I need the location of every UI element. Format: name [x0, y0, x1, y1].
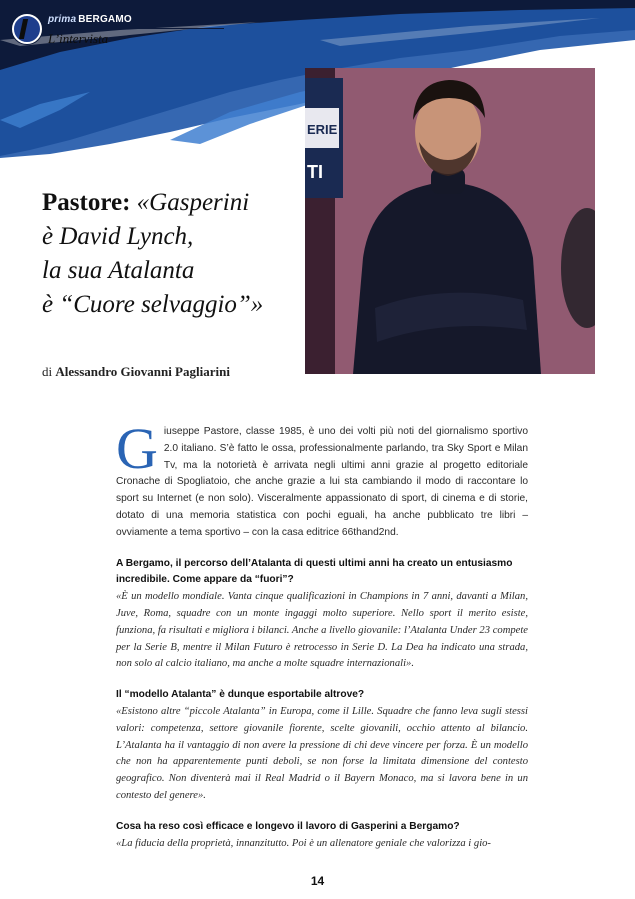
headline-quote-line-4: è “Cuore selvaggio”»: [42, 291, 264, 318]
masthead: [12, 12, 212, 52]
brand-name: [48, 14, 132, 25]
intro-text: iuseppe Pastore, classe 1985, è uno dei volti più noti del giornalismo sportivo 2.0 italiano. S’è fatto le ossa, professionalmente parlando, tra Sky Sport e Milan Tv, ma la notorietà è arrivata negli ultimi anni grazie al progetto editoriale Cronache di Spogliatoio, che anche grazie a lui sta cambiando il modo di raccontare lo sport su Internet (e non solo). Visceralmente appassionato di sport, di cinema e di storie, dotato di una memoria statistica con pochi eguali, ha anche pubblicato tre libri – ovviamente a tema sportivo – con la casa editrice 66thand2nd.: [116, 426, 528, 538]
question-3: Cosa ha reso così efficace e longevo il lavoro di Gasperini a Bergamo?: [116, 820, 460, 832]
photo-backdrop-text-2: TI: [307, 162, 323, 182]
answer-1: «È un modello mondiale. Vanta cinque qualificazioni in Champions in 7 anni, davanti a Milan, Juve, Roma, squadre con un monte ingaggi molto superiore. Nello sport il merito esiste, funziona, fa risultati e migliora i bilanci. Anche a livello giovanile: l’Atalanta Under 23 compete per la Serie B, mentre il Milan Futuro è retrocesso in Serie D. La Dea ha indicato una strada, non solo al calcio italiano, ma anche a molte squadre internazionali».: [116, 591, 528, 670]
headline: [42, 186, 312, 322]
byline-prefix: di: [42, 364, 53, 379]
photo-backdrop-text-1: ERIE: [307, 122, 338, 137]
intro-paragraph: [116, 416, 528, 542]
answer-2: «Esistono altre “piccole Atalanta” in Europa, come il Lille. Squadre che fanno leva sugli stessi valori: competenza, settore giovanile fiorente, scelte giovanili, occhio attento al bilancio. L’Atalanta ha il vantaggio di non avere la pressione di chi deve vincere per forza. È un modello che non ha apparentemente punti deboli, se non forse la limitata dimensione del contesto geografico. Non diventerà mai il Real Madrid o il Bayern Monaco, ma si lavora bene in un contesto del genere».: [116, 705, 528, 801]
answer-3: «La fiducia della proprietà, innanzitutto. Poi è un allenatore geniale che valorizza i gio-: [116, 837, 491, 849]
article-body: [116, 416, 528, 852]
brand-bergamo: BERGAMO: [78, 14, 132, 25]
drop-cap: G: [116, 416, 158, 481]
interviewee-photo: [305, 68, 595, 374]
headline-name: Pastore:: [42, 189, 131, 216]
page-number: 14: [310, 874, 325, 888]
prima-bergamo-logo-icon: [12, 14, 42, 44]
section-label: L’intervista: [48, 31, 109, 46]
headline-quote-line-2: è David Lynch,: [42, 223, 194, 250]
headline-quote-line-3: la sua Atalanta: [42, 257, 195, 284]
brand-prima: prima: [48, 14, 77, 25]
question-1: A Bergamo, il percorso dell’Atalanta di questi ultimi anni ha creato un entusiasmo incredibile. Come appare da “fuori”?: [116, 557, 513, 586]
byline: [42, 364, 230, 380]
headline-quote-line-1: «Gasperini: [136, 189, 250, 216]
question-2: Il “modello Atalanta” è dunque esportabile altrove?: [116, 689, 365, 701]
byline-author: Alessandro Giovanni Pagliarini: [55, 364, 230, 379]
masthead-rule: [48, 28, 224, 29]
